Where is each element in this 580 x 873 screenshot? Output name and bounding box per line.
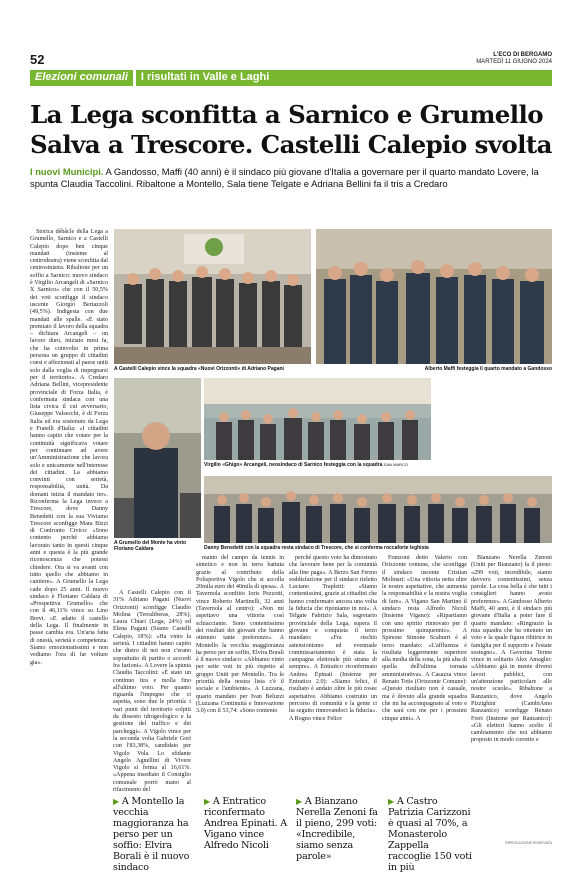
- article-column-4: [289, 555, 377, 790]
- photo-castelli-calepio-image: [114, 229, 311, 364]
- column-5-text: Franzoni detto Valerio con Orizzonte comune, che sconfigge il sindaco uscente Cristian Molinari: «Una vittoria netta oltre le nostre aspettative, che aumenta la responsabilità e la nostra voglia di fare». A Vigano San Martino il sindaco resta Alfredo Nicoli (Insieme Vigano): «Ripartiamo con uno spirito rinnovato per il prossimo quinquennio». A Spinone Simone Scaburri è al terzo mandato: «L'affluenza è risultata leggermente superiore alla media della zona, la più alta di quella dell'ultima tornata amministrativa». A Casazza vince Renato Totis (Orizzonte Comune): «Questo risultato non è casuale, ma è dovuto alla grande squadra che mi ha accompagnato al voto e che sarà con me per i prossimi cinque anni». A: [382, 555, 467, 722]
- photo-castelli-calepio: [114, 229, 311, 364]
- footer-copyright: RIPRODUZIONE RISERVATA: [505, 841, 552, 845]
- caption-sarnico-credit: SAN MARCO: [383, 462, 409, 467]
- paper-name: L'ECO DI BERGAMO: [493, 52, 552, 58]
- headline: [30, 100, 552, 160]
- article-column-3: [196, 555, 284, 790]
- headline-line-2: Salva a Trescore. Castelli Calepio svolta: [30, 130, 552, 159]
- photo-grumello: [114, 378, 201, 538]
- brief-3-text: A Bianzano Nerella Zenoni fa il pieno, 299 voti: «Incredibile, siamo senza parole»: [296, 796, 378, 862]
- column-1-text: Storica débâcle della Lega a Grumello, Sarnico e a Castelli Calepio dopo ben cinque mandati (insieme al centrodestra) viene sconfitta dal centrosinistra. Ribaltone per un soffio a Sarnico: nuovo sindaco è Virgilio Arcangeli di «Sarnico X Sarnico» che con il 50,5% dei voti sconfigge il sindaco uscente Giorgio Bertazzoli (49,5%). Indigesta con due mandati alle spalle. «È stato premiato il lavoro della squadra – dichiara Arcangeli – un lavoro duro, iniziato mesi fa, che ha coinvolto in prima persona un gruppo di cittadini coesi e affezionati al paese uniti solo dalla voglia di impegnarsi per il territorio». A Credaro Adriana Bellini, vicepresidente provinciale di Forza Italia, è confermata sindaca con una lista civica il cui avversario, Giuseppe Valsecchi, è di Forza Italia ed era sostenuto da Lega e Fratelli d'Italia: «I cittadini hanno capito che votare per la continuità significava votare per continuare ad avere un'Amministrazione che lavora solo e unicamente nell'interesse dei cittadini. La abbiamo convinti con serietà, responsabilità, unità. Da domani inizia il mandato ter». Riconferma la Lega invece a Trescore, dove Danny Benedetti con la sua Viviamo Trescore sconfigge Mara Bizzi di Confronto Civico: «Sono contento perché abbiamo lavorato tanto in questi cinque anni e questa è la più grande riconoscenza che potessi chiedere. Ora si va avanti con tutto quello che abbiamo in cantiere». A Grumello la Lega cade dopo 25 anni. Il nuovo sindaco è Floriano Caldara di «Prospettiva Grumello» che con il 46,11% vince su Lino Brevi. «E adatto il castello della Lega. Il finalmente in passe cambia era. Un'aria fatta di onestà, serietà e competenza. Siamo emozionatissimi e non vediamo l'ora di far volture gia».: [30, 229, 108, 666]
- brief-3: [296, 796, 380, 862]
- photo-grumello-image: [114, 378, 201, 538]
- caption-grumello: A Grumello del Monte ha vinto Floriano Caldara: [114, 540, 187, 552]
- photo-sarnico-image: [204, 378, 431, 460]
- subhead-kicker: I nuovi Municipi.: [30, 166, 104, 177]
- caption-gandosso: Alberto Maffi festeggia il quarto mandato a Gandosso: [424, 366, 552, 372]
- column-2-text: A Castelli Calepio con il 31% Adriano Pagani (Nuovi Orizzonti) sconfigge Claudio Molina (Terraliberas, 28%), Laura Chiari (Lega, 24%) ed Elena Pagani (Siamo Castelli Calepio, 18%): «Ha vinto la serietà. I cittadini hanno capito che dietro di noi non c'erano soprattutto di partito o accordi fra fazioni». A Lovere la spunta Claudia Taccolini: «È stato un continuo tira e molla fino all'ultimo voto. Per quanto riguarda l'impegno che ci aspetta, sono due le priorità: i vari punti del territorio colpiti da dissesto idrogeologico e la gestione del traffico e dei parcheggi». A Vigolo vince per la seconda volta Gabriele Gori con l'83,38%, candidato per Vigolo Vola. Lo sfidante Angelo Agnellini di Vivere Vigolo si ferma al 16,61%. «Appena insediato il Consiglio comunale porrò mano al rifacimento del: [113, 590, 191, 794]
- caption-sarnico: [204, 462, 431, 468]
- article-column-2: [113, 590, 191, 794]
- caption-castelli-calepio: A Castelli Calepio vince la squadra «Nuovi Orizzonti» di Adriano Pagani: [114, 366, 284, 372]
- subhead-text: A Gandosso, Maffi (40 anni) è il sindaco più giovane d'Italia a governare per il quarto mandato Lovere, la spunta Claudia Taccolini. Ribaltone a Montello, Sala tiene Telgate e Adriana Bellini fa il tris a Credaro: [30, 166, 539, 189]
- triangle-icon: ▶: [388, 797, 394, 806]
- article-column-5: [382, 555, 467, 790]
- section-bar: [30, 70, 552, 86]
- masthead: [476, 52, 552, 66]
- issue-date: MARTEDÌ 11 GIUGNO 2024: [476, 59, 552, 65]
- section-label: Elezioni comunali: [30, 70, 133, 86]
- caption-trescore: Danny Benedetti con la squadra resta sindaco di Trescore, che si conferma roccaforte leghista: [204, 545, 429, 551]
- brief-2: [204, 796, 288, 851]
- column-6-text: Bianzano Nerella Zenoni (Uniti per Bianzano) fa il pieno: «299 voti, incredibile, siamo davvero contentissimi, senza parole. La cosa bella è che tutti i consiglieri hanno avuto preferenze». A Gandosso Alberto Maffi, 40 anni, è il sindaco più giovane d'Italia a poter fare il quarto mandato: «Ringrazio la mia squadra che ha ottenuto un voto e la quale figura ribitrice in famiglia per il supporto e l'estate sostegno». A Gaverina Terme vince in solitario Alex Amaglio: «Abbiamo già in mente diversi lavori pubblici, con un'attenzione particolare alle nostre scuole». Ribaltone a Ranzanico, dove Angelo Pizzighini (CambiAmo Ranzanico) sconfigge Renato Freri (Insieme per Ranzanico): «Gli elettori hanno scelto il cambiamento che noi abbiamo proposto in modo corretto e: [471, 555, 552, 744]
- photo-sarnico: [204, 378, 431, 460]
- article-column-6: [471, 555, 552, 790]
- brief-1: [113, 796, 197, 873]
- photo-gandosso-image: [316, 229, 552, 364]
- subheadline: [30, 166, 552, 190]
- page-number: 52: [30, 52, 45, 67]
- triangle-icon: ▶: [113, 797, 119, 806]
- brief-1-text: A Montello la vecchia maggioranza ha perso per un soffio: Elvira Borali è il nuovo sindaco: [113, 796, 190, 873]
- triangle-icon: ▶: [296, 797, 302, 806]
- triangle-icon: ▶: [204, 797, 210, 806]
- column-4-text: perché questo voto ha dimostrato che lavorare bene per la comunità alla fine paga». A Berzo San Fermo soddisfazione per il sindaco rieletto Luciano Trapletti: «Siamo contentissimi, grazie ai cittadini che hanno confermato ancora una volta la fiducia che riponiamo in noi». A Telgate Fabrizio Sala, segretario provinciale della Lega, supera il giovane e conquista il terzo mandato: «Fra rischio astensionismo ed eventuale commissariamento è stata la campagna elettorale più strana di sempre». A Entratico riconfermato Andrea Epinati (Insieme per Entratico 2.0): «Siamo felici, il risultato è andato oltre le più rosee aspettative. Abbiamo costruito un percorso di comunità e la gente ci ha seguito rinnovandoci la fiducia». A Rogno vince Felice: [289, 555, 377, 722]
- section-sublabel: I risultati in Valle e Laghi: [136, 70, 552, 86]
- headline-line-1: La Lega sconfitta a Sarnico e Grumello: [30, 100, 543, 129]
- article-column-1: [30, 229, 108, 789]
- brief-4: [388, 796, 472, 873]
- brief-4-text: A Castro Patrizia Carizzoni è quasi al 70%, a Monasterolo Zappella raccoglie 150 voti in più: [388, 796, 472, 873]
- column-3-text: manto del campo da tennis in sintetico e non in terra battuta grazie al contributo della Polisportiva Vigolo che si accolla 20mila euro dei 40mila di spesa». A Tavernola sconfitto Ioris Pezzotti, vince Roberto Martinelli, 32 anni (Tavernola al centro): «Non mi aspettavo una vittoria così schiacciante. Sono contentissimo dei risultati dei giovani che hanno ottenuto tante preferenze». A Montello la vecchia maggioranza ha perso per un soffio, Elvira Borali è il nuovo sindaco: «Abbiamo vinto per sette voti in più rispetto al gruppo Uniti per Montello. Tra le priorità della nostra lista c'è il sociale e l'ambiente». A Luzzana, quarto mandato per Ivan Beluzzi (Luzzana Continuità e Innovazione 3.0) con il 53,74: «Sono contento: [196, 555, 284, 715]
- photo-trescore: [204, 476, 552, 543]
- photo-trescore-image: [204, 476, 552, 543]
- photo-gandosso: [316, 229, 552, 364]
- brief-2-text: A Entratico riconfermato Andrea Epinati. A Vigano vince Alfredo Nicoli: [204, 796, 287, 851]
- caption-sarnico-text: Virgilio «Ghigo» Arcangeli, neosindaco di Sarnico festeggia con la squadra: [204, 462, 383, 468]
- page-header: [30, 52, 552, 66]
